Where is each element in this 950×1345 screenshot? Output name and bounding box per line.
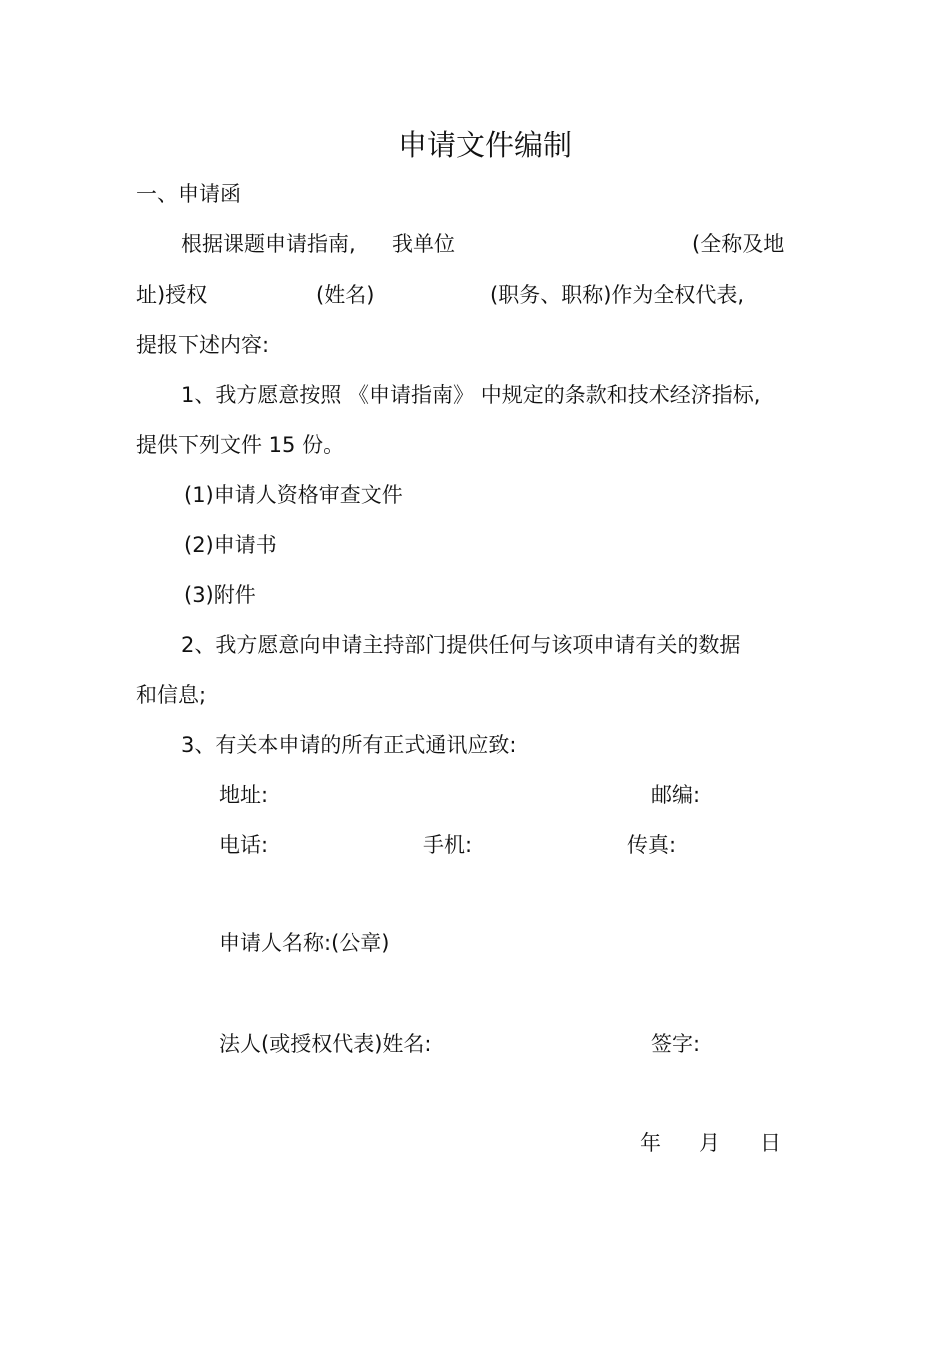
- applicant-name-label: 申请人名称:(公章): [219, 931, 390, 955]
- address-label: 地址:: [219, 783, 269, 807]
- date-year: 年: [640, 1131, 661, 1155]
- phone-label: 电话:: [219, 833, 269, 857]
- date-month: 月: [699, 1131, 720, 1155]
- document-title: 申请文件编制: [397, 128, 572, 162]
- item-2-line-2: 和信息;: [136, 683, 207, 707]
- intro-line-1-b: 我单位: [392, 232, 455, 256]
- file-list-item: (1)申请人资格审查文件: [184, 483, 403, 507]
- postcode-label: 邮编:: [651, 783, 701, 807]
- item-2-line-1: 2、我方愿意向申请主持部门提供任何与该项申请有关的数据: [181, 633, 741, 657]
- item-3-line-1: 3、有关本申请的所有正式通讯应致:: [181, 733, 517, 757]
- legal-rep-label: 法人(或授权代表)姓名:: [219, 1032, 432, 1056]
- file-list-item: (3)附件: [184, 583, 256, 607]
- signature-label: 签字:: [651, 1032, 701, 1056]
- intro-line-2-c: (职务、职称)作为全权代表,: [490, 283, 745, 307]
- intro-line-3: 提报下述内容:: [136, 333, 270, 357]
- date-day: 日: [760, 1131, 781, 1155]
- file-list-item: (2)申请书: [184, 533, 277, 557]
- intro-line-2-b: (姓名): [316, 283, 375, 307]
- item-1-line-1: 1、我方愿意按照 《申请指南》 中规定的条款和技术经济指标,: [181, 383, 761, 407]
- intro-line-2-a: 址)授权: [136, 283, 208, 307]
- mobile-label: 手机:: [423, 833, 473, 857]
- intro-line-1-c: (全称及地: [692, 232, 785, 256]
- intro-line-1-a: 根据课题申请指南,: [181, 232, 356, 256]
- item-1-line-2: 提供下列文件 15 份。: [136, 433, 345, 457]
- section-heading: 一、申请函: [136, 182, 241, 206]
- fax-label: 传真:: [627, 833, 677, 857]
